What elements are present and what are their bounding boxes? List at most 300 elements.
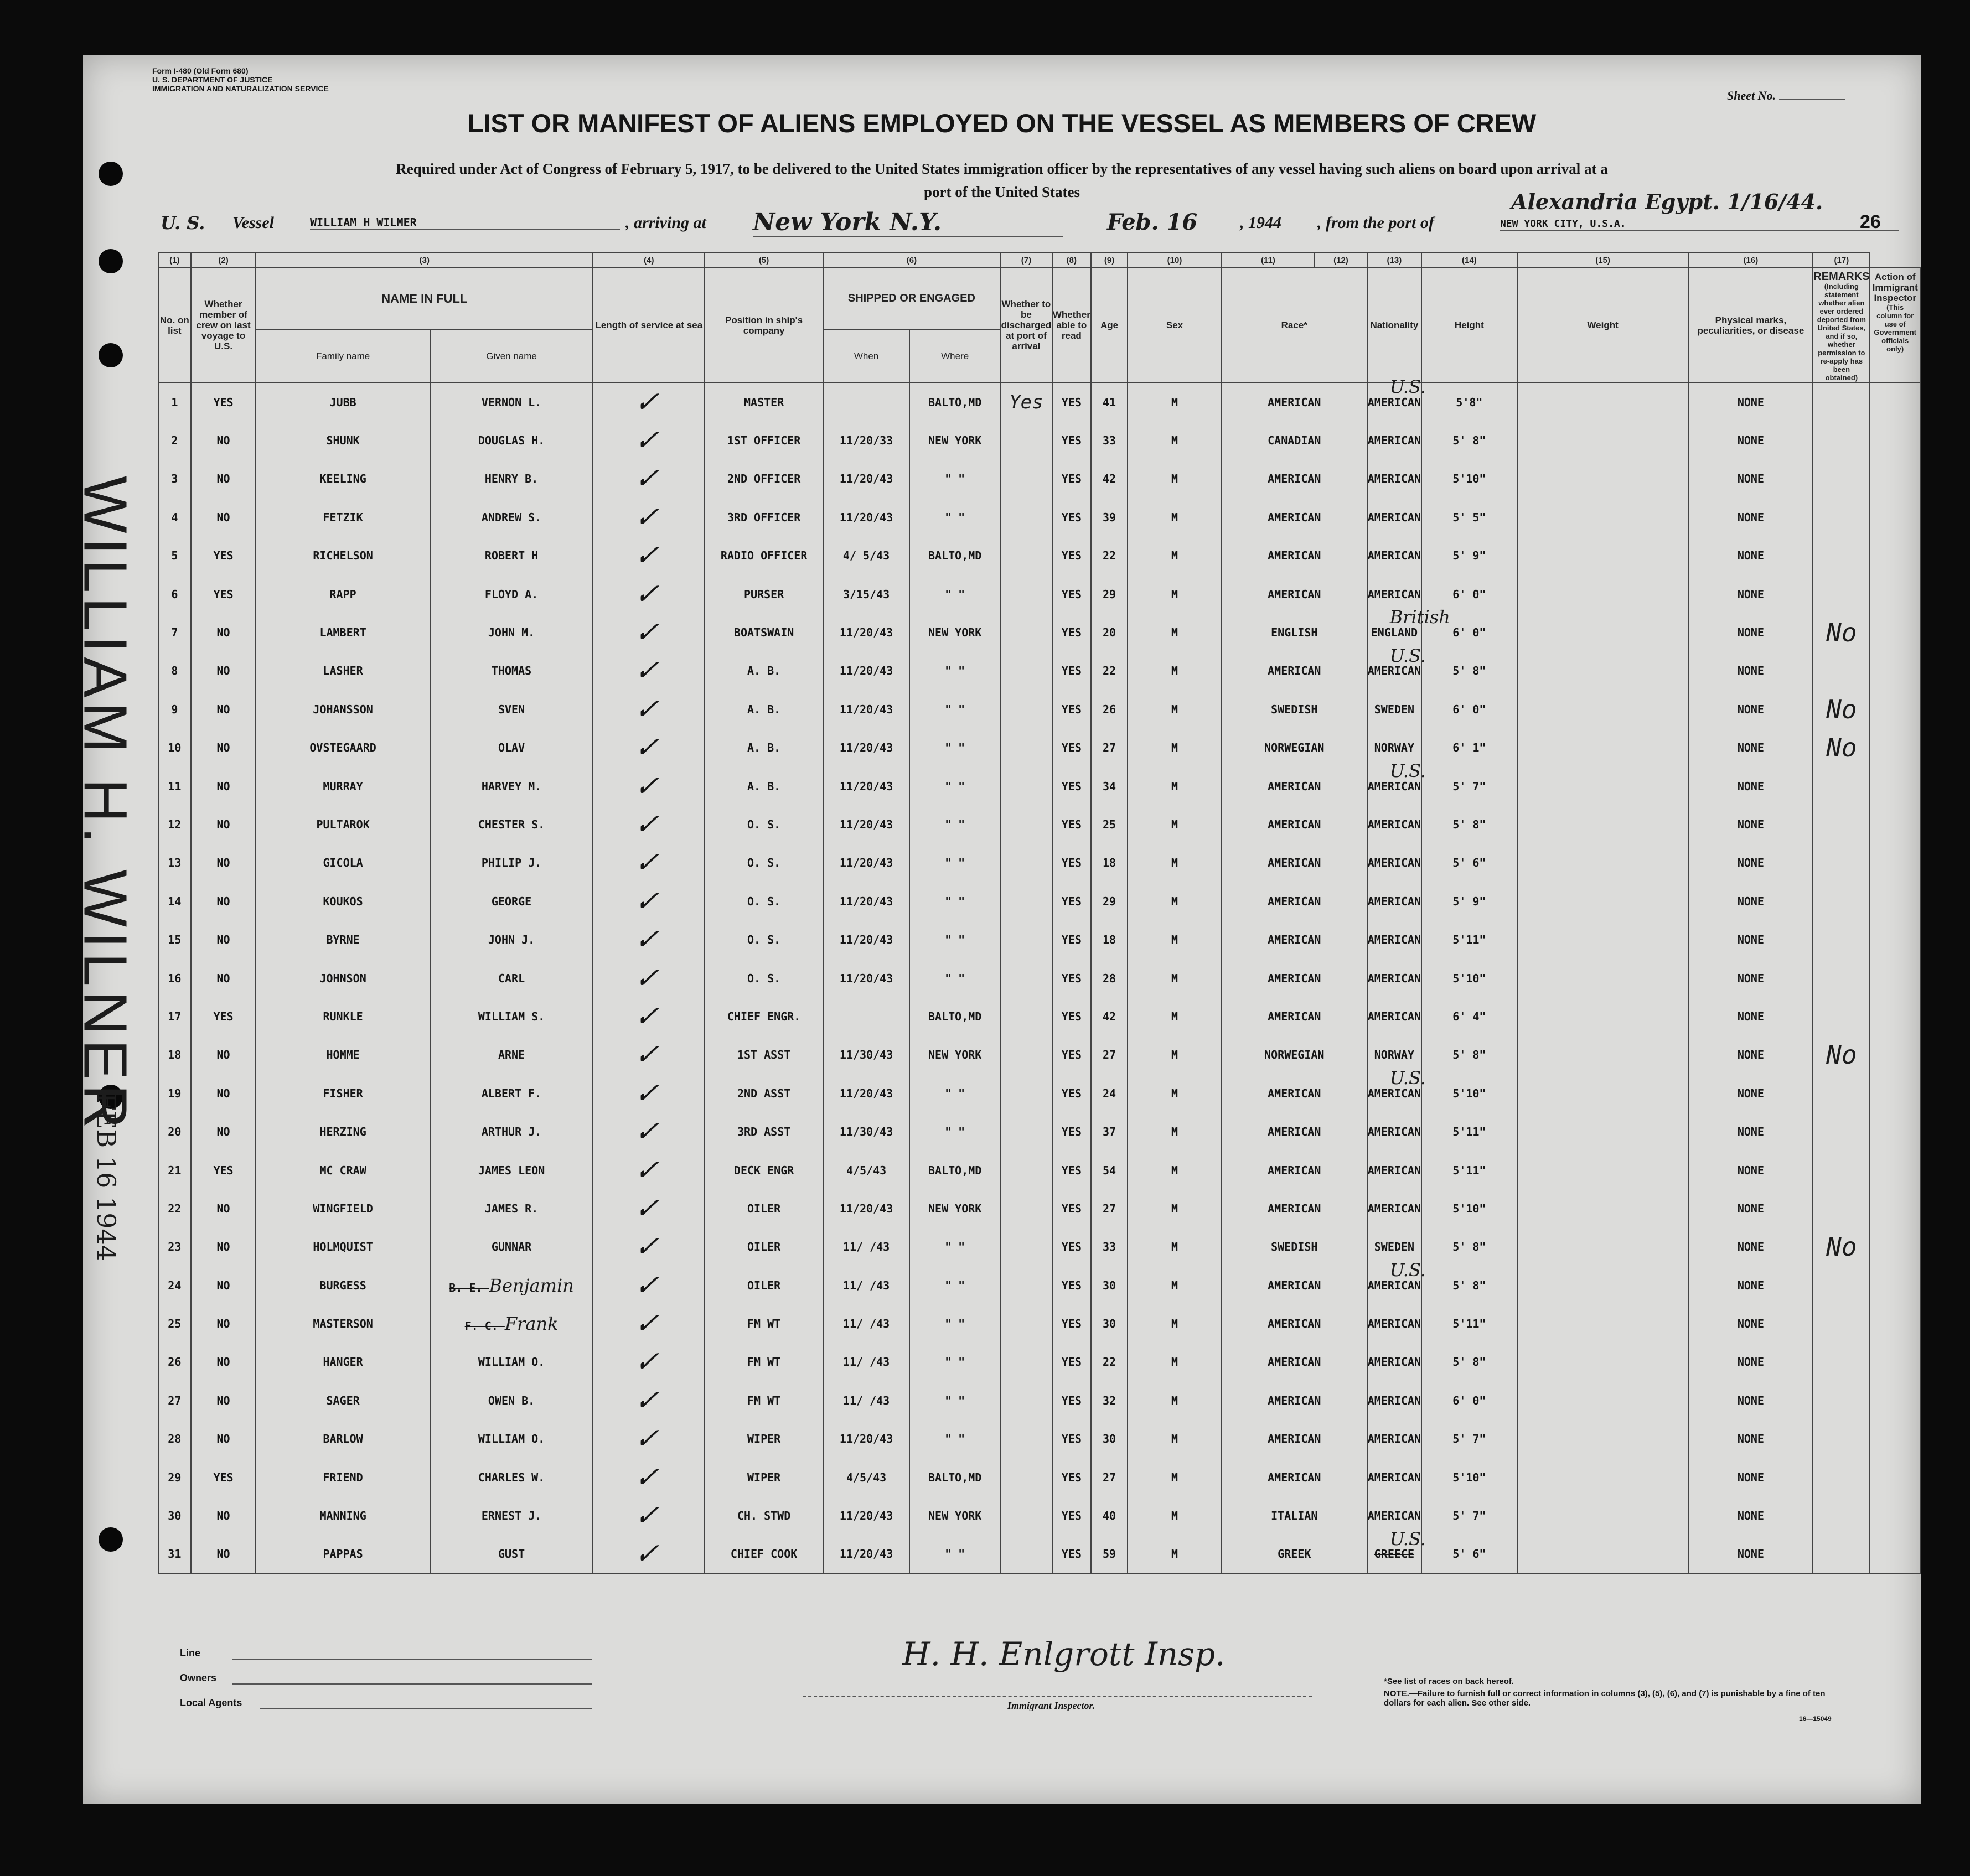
row-number: 10 (158, 729, 191, 767)
header-shipped-engaged: SHIPPED OR ENGAGED (823, 268, 1000, 329)
shipped-when-cell: 11/ /43 (823, 1343, 909, 1381)
given-name-cell: GUST (430, 1535, 593, 1574)
shipped-where-cell: " " (909, 920, 1000, 958)
sex-cell: M (1128, 498, 1222, 536)
age-cell: 30 (1091, 1420, 1128, 1458)
length-of-service-cell (593, 1074, 705, 1112)
age-cell: 30 (1091, 1266, 1128, 1304)
table-row (158, 1535, 1920, 1574)
nationality-cell: AMERICAN (1367, 1151, 1421, 1189)
row-number: 28 (158, 1420, 191, 1458)
last-voyage-cell: NO (191, 729, 256, 767)
col-num: (4) (593, 252, 705, 268)
height-cell: 6' 1" (1421, 729, 1517, 767)
race-cell: ITALIAN (1222, 1496, 1367, 1535)
position-cell: A. B. (705, 690, 823, 728)
age-cell: 42 (1091, 460, 1128, 498)
last-voyage-cell: NO (191, 844, 256, 882)
action-cell (1870, 920, 1920, 958)
action-cell (1870, 882, 1920, 920)
shipped-when-cell: 11/30/43 (823, 1036, 909, 1074)
remarks-cell (1813, 460, 1870, 498)
checkmark-icon: ✓ (631, 462, 666, 496)
weight-cell (1517, 613, 1689, 651)
physical-marks-cell: NONE (1689, 498, 1813, 536)
checkmark-icon: ✓ (631, 731, 666, 765)
height-cell: 6' 0" (1421, 1381, 1517, 1419)
position-cell: FM WT (705, 1381, 823, 1419)
column-number-row (158, 252, 1920, 268)
able-to-read-cell: YES (1052, 844, 1091, 882)
race-cell: SWEDISH (1222, 1228, 1367, 1266)
age-cell: 37 (1091, 1112, 1128, 1151)
header-remarks (1813, 268, 1870, 382)
table-row (158, 1496, 1920, 1535)
age-cell: 27 (1091, 1458, 1128, 1496)
sex-cell: M (1128, 767, 1222, 805)
family-name-cell: BYRNE (256, 920, 430, 958)
checkmark-icon: ✓ (631, 999, 666, 1033)
binder-hole (99, 1527, 123, 1552)
weight-cell (1517, 729, 1689, 767)
height-cell: 5'10" (1421, 1189, 1517, 1227)
header-no-on-list: No. on list (158, 268, 191, 382)
given-name-cell: CHARLES W. (430, 1458, 593, 1496)
able-to-read-cell: YES (1052, 959, 1091, 997)
col-num: (6) (823, 252, 1000, 268)
sex-cell: M (1128, 959, 1222, 997)
owners-field (232, 1683, 592, 1685)
age-cell: 22 (1091, 537, 1128, 575)
height-cell: 6' 0" (1421, 690, 1517, 728)
vessel-flag: U. S. (161, 213, 205, 234)
shipped-where-cell: " " (909, 959, 1000, 997)
physical-marks-cell: NONE (1689, 1228, 1813, 1266)
col-num: (14) (1421, 252, 1517, 268)
last-voyage-cell: NO (191, 652, 256, 690)
nationality-cell: AMERICAN (1367, 498, 1421, 536)
discharged-cell (1000, 1343, 1052, 1381)
able-to-read-cell: YES (1052, 613, 1091, 651)
sex-cell: M (1128, 652, 1222, 690)
able-to-read-cell: YES (1052, 920, 1091, 958)
nationality-cell (1367, 1259, 1426, 1304)
able-to-read-cell: YES (1052, 1151, 1091, 1189)
length-of-service-cell (593, 690, 705, 728)
remarks-cell (1813, 652, 1870, 690)
age-cell: 33 (1091, 1228, 1128, 1266)
nationality-cell: AMERICAN (1367, 575, 1421, 613)
header-position: Position in ship's company (705, 268, 823, 382)
length-of-service-cell (593, 1151, 705, 1189)
discharged-cell (1000, 959, 1052, 997)
given-name-cell: OWEN B. (430, 1381, 593, 1419)
table-row (158, 1228, 1920, 1266)
checkmark-icon: ✓ (631, 424, 666, 458)
subtitle-line-1: Required under Act of Congress of February 5, 1917, to be delivered to the United States immigration officer by the representatives of any vessel having such aliens on board upon arrival at a (396, 160, 1608, 177)
shipped-where-cell: " " (909, 1228, 1000, 1266)
action-cell (1870, 1343, 1920, 1381)
shipped-when-cell: 11/20/43 (823, 460, 909, 498)
remarks-cell (1813, 1420, 1870, 1458)
row-number: 21 (158, 1151, 191, 1189)
page-title: LIST OR MANIFEST OF ALIENS EMPLOYED ON THE VESSEL AS MEMBERS OF CREW (467, 108, 1537, 138)
action-cell (1870, 997, 1920, 1035)
length-of-service-cell (593, 1496, 705, 1535)
shipped-when-cell: 11/20/43 (823, 613, 909, 651)
checkmark-icon: ✓ (631, 884, 666, 918)
remarks-cell (1813, 537, 1870, 575)
shipped-when-cell: 11/20/33 (823, 421, 909, 459)
discharged-cell (1000, 729, 1052, 767)
position-cell: OILER (705, 1189, 823, 1227)
family-name-cell: PULTAROK (256, 805, 430, 843)
physical-marks-cell: NONE (1689, 575, 1813, 613)
side-date-stamp: FEB 16 1944 (91, 1092, 122, 1262)
family-name-cell: GICOLA (256, 844, 430, 882)
discharged-cell (1000, 805, 1052, 843)
race-cell: GREEK (1222, 1535, 1367, 1574)
header-length-of-service: Length of service at sea (593, 268, 705, 382)
physical-marks-cell: NONE (1689, 652, 1813, 690)
nationality-cell: SWEDEN (1367, 690, 1421, 728)
length-of-service-cell (593, 1381, 705, 1419)
able-to-read-cell: YES (1052, 460, 1091, 498)
remarks-cell (1813, 421, 1870, 459)
able-to-read-cell: YES (1052, 652, 1091, 690)
able-to-read-cell: YES (1052, 805, 1091, 843)
given-name-cell: GUNNAR (430, 1228, 593, 1266)
discharged-cell (1000, 920, 1052, 958)
position-cell: O. S. (705, 844, 823, 882)
checkmark-icon: ✓ (631, 616, 666, 650)
last-voyage-cell: NO (191, 690, 256, 728)
checkmark-icon: ✓ (631, 1076, 666, 1110)
remarks-cell (1813, 1112, 1870, 1151)
discharged-cell (1000, 1036, 1052, 1074)
remarks-cell (1813, 767, 1870, 805)
length-of-service-cell (593, 1036, 705, 1074)
age-cell: 18 (1091, 844, 1128, 882)
weight-cell (1517, 805, 1689, 843)
sex-cell: M (1128, 1189, 1222, 1227)
nationality-cell: AMERICAN (1367, 844, 1421, 882)
given-name-cell: WILLIAM O. (430, 1420, 593, 1458)
header-height: Height (1421, 268, 1517, 382)
row-number: 15 (158, 920, 191, 958)
row-number: 22 (158, 1189, 191, 1227)
length-of-service-cell (593, 1535, 705, 1574)
arrival-date: Feb. 16 (1107, 209, 1198, 235)
race-cell: AMERICAN (1222, 652, 1367, 690)
physical-marks-cell: NONE (1689, 1074, 1813, 1112)
last-voyage-cell: NO (191, 1074, 256, 1112)
weight-cell (1517, 1228, 1689, 1266)
weight-cell (1517, 690, 1689, 728)
local-agents-field (260, 1708, 592, 1709)
remarks-cell (1813, 1496, 1870, 1535)
nationality-annotation: U.S. (1389, 1259, 1426, 1281)
row-number: 25 (158, 1304, 191, 1343)
age-cell: 26 (1091, 690, 1128, 728)
weight-cell (1517, 844, 1689, 882)
weight-cell (1517, 652, 1689, 690)
table-row (158, 997, 1920, 1035)
remarks-cell (1813, 1304, 1870, 1343)
header-family-name: Family name (256, 329, 430, 382)
shipped-where-cell: " " (909, 729, 1000, 767)
discharged-cell (1000, 1496, 1052, 1535)
remarks-cell: No (1813, 729, 1870, 767)
action-cell (1870, 1266, 1920, 1304)
length-of-service-cell (593, 460, 705, 498)
weight-cell (1517, 1266, 1689, 1304)
nationality-annotation: U.S. (1389, 1528, 1426, 1549)
age-cell: 27 (1091, 1189, 1128, 1227)
given-name-cell: HENRY B. (430, 460, 593, 498)
discharged-cell (1000, 652, 1052, 690)
physical-marks-cell: NONE (1689, 537, 1813, 575)
discharged-cell: Yes (1000, 382, 1052, 421)
sex-cell: M (1128, 690, 1222, 728)
age-cell: 30 (1091, 1304, 1128, 1343)
table-row (158, 537, 1920, 575)
row-number: 8 (158, 652, 191, 690)
family-name-cell: HANGER (256, 1343, 430, 1381)
last-voyage-cell: YES (191, 997, 256, 1035)
position-cell: A. B. (705, 652, 823, 690)
row-number: 17 (158, 997, 191, 1035)
weight-cell (1517, 498, 1689, 536)
family-name-cell: LASHER (256, 652, 430, 690)
position-cell: OILER (705, 1266, 823, 1304)
height-cell: 6' 4" (1421, 997, 1517, 1035)
sex-cell: M (1128, 1266, 1222, 1304)
length-of-service-cell (593, 1266, 705, 1304)
row-number: 4 (158, 498, 191, 536)
table-row (158, 805, 1920, 843)
checkmark-icon: ✓ (631, 1383, 666, 1417)
race-cell: AMERICAN (1222, 920, 1367, 958)
discharged-cell (1000, 498, 1052, 536)
able-to-read-cell: YES (1052, 1112, 1091, 1151)
header-where: Where (909, 329, 1000, 382)
age-cell: 29 (1091, 882, 1128, 920)
shipped-where-cell: " " (909, 652, 1000, 690)
age-cell: 24 (1091, 1074, 1128, 1112)
discharged-cell (1000, 1112, 1052, 1151)
physical-marks-cell: NONE (1689, 1496, 1813, 1535)
physical-marks-cell: NONE (1689, 959, 1813, 997)
given-name-cell: ANDREW S. (430, 498, 593, 536)
height-cell: 5'8" (1421, 382, 1517, 421)
nationality-annotation: British (1389, 607, 1450, 628)
race-cell: AMERICAN (1222, 1304, 1367, 1343)
nationality-cell: AMERICAN (1367, 920, 1421, 958)
table-row (158, 1381, 1920, 1419)
row-number: 19 (158, 1074, 191, 1112)
department: U. S. DEPARTMENT OF JUSTICE (152, 75, 273, 84)
age-cell: 28 (1091, 959, 1128, 997)
shipped-when-cell: 3/15/43 (823, 575, 909, 613)
action-cell (1870, 1496, 1920, 1535)
nationality-cell: AMERICAN (1367, 882, 1421, 920)
nationality-cell: AMERICAN (1367, 959, 1421, 997)
discharged-cell (1000, 613, 1052, 651)
checkmark-icon: ✓ (631, 1422, 666, 1456)
from-port-handwritten: Alexandria Egypt. 1/16/44. (1511, 189, 1823, 214)
shipped-where-cell: " " (909, 1535, 1000, 1574)
family-name-cell: BURGESS (256, 1266, 430, 1304)
action-cell (1870, 537, 1920, 575)
col-num: (12) (1315, 252, 1367, 268)
header-when: When (823, 329, 909, 382)
last-voyage-cell: YES (191, 1458, 256, 1496)
race-cell: AMERICAN (1222, 997, 1367, 1035)
length-of-service-cell (593, 1420, 705, 1458)
remarks-cell (1813, 1458, 1870, 1496)
table-row (158, 1074, 1920, 1112)
shipped-when-cell: 11/20/43 (823, 920, 909, 958)
checkmark-icon: ✓ (631, 961, 666, 995)
table-row (158, 920, 1920, 958)
remarks-cell (1813, 1381, 1870, 1419)
discharged-cell (1000, 1228, 1052, 1266)
given-name-cell: ERNEST J. (430, 1496, 593, 1535)
sex-cell: M (1128, 421, 1222, 459)
family-name-cell: JUBB (256, 382, 430, 421)
position-cell: DECK ENGR (705, 1151, 823, 1189)
nationality-value: ENGLAND (1371, 626, 1418, 640)
remarks-cell (1813, 844, 1870, 882)
action-cell (1870, 652, 1920, 690)
sex-cell: M (1128, 729, 1222, 767)
last-voyage-cell: NO (191, 1189, 256, 1227)
signature-line (803, 1696, 1312, 1697)
nationality-cell: AMERICAN (1367, 1304, 1421, 1343)
nationality-cell: AMERICAN (1367, 537, 1421, 575)
shipped-when-cell: 11/ /43 (823, 1304, 909, 1343)
weight-cell (1517, 1189, 1689, 1227)
last-voyage-cell: NO (191, 460, 256, 498)
races-note: *See list of races on back hereof. (1384, 1677, 1514, 1686)
position-cell: CHIEF COOK (705, 1535, 823, 1574)
position-cell: FM WT (705, 1343, 823, 1381)
col-num: (7) (1000, 252, 1052, 268)
height-cell: 5' 8" (1421, 421, 1517, 459)
physical-marks-cell: NONE (1689, 613, 1813, 651)
age-cell: 29 (1091, 575, 1128, 613)
remarks-cell: No (1813, 1036, 1870, 1074)
given-name-cell: ALBERT F. (430, 1074, 593, 1112)
given-name-cell (430, 1266, 593, 1304)
discharged-cell (1000, 882, 1052, 920)
position-cell: 2ND OFFICER (705, 460, 823, 498)
weight-cell (1517, 767, 1689, 805)
fine-note: NOTE.—Failure to furnish full or correct information in columns (3), (5), (6), and (7) is punishable by a fine of ten dollars for each alien. See other side. (1384, 1689, 1826, 1708)
last-voyage-cell: NO (191, 1343, 256, 1381)
given-name-cell: VERNON L. (430, 382, 593, 421)
shipped-when-cell: 11/20/43 (823, 690, 909, 728)
checkmark-icon: ✓ (631, 807, 666, 841)
sex-cell: M (1128, 460, 1222, 498)
height-cell: 5'10" (1421, 959, 1517, 997)
nationality-value: AMERICAN (1367, 395, 1421, 409)
nationality-cell: AMERICAN (1367, 1343, 1421, 1381)
age-cell: 22 (1091, 652, 1128, 690)
physical-marks-cell: NONE (1689, 844, 1813, 882)
race-cell: AMERICAN (1222, 844, 1367, 882)
crew-manifest-table (158, 252, 1921, 1574)
physical-marks-cell: NONE (1689, 997, 1813, 1035)
shipped-where-cell: " " (909, 498, 1000, 536)
weight-cell (1517, 1458, 1689, 1496)
height-cell: 5' 8" (1421, 652, 1517, 690)
shipped-where-cell: " " (909, 882, 1000, 920)
shipped-when-cell: 11/20/43 (823, 1496, 909, 1535)
shipped-where-cell: " " (909, 767, 1000, 805)
age-cell: 27 (1091, 729, 1128, 767)
nationality-value: AMERICAN (1367, 1086, 1421, 1100)
length-of-service-cell (593, 805, 705, 843)
row-number: 13 (158, 844, 191, 882)
length-of-service-cell (593, 1343, 705, 1381)
weight-cell (1517, 1381, 1689, 1419)
table-row (158, 1151, 1920, 1189)
height-cell: 5' 6" (1421, 844, 1517, 882)
height-cell: 5' 8" (1421, 1228, 1517, 1266)
age-cell: 42 (1091, 997, 1128, 1035)
able-to-read-cell: YES (1052, 729, 1091, 767)
given-name-cell: PHILIP J. (430, 844, 593, 882)
height-cell: 5'11" (1421, 1151, 1517, 1189)
print-code: 16—15049 (1799, 1715, 1832, 1723)
checkmark-icon: ✓ (631, 1268, 666, 1302)
header-name-in-full: NAME IN FULL (256, 268, 593, 329)
position-cell: OILER (705, 1228, 823, 1266)
form-id: Form I-480 (Old Form 680) (152, 66, 249, 75)
able-to-read-cell: YES (1052, 1074, 1091, 1112)
sex-cell: M (1128, 1458, 1222, 1496)
table-row (158, 498, 1920, 536)
age-cell: 59 (1091, 1535, 1128, 1574)
action-cell (1870, 959, 1920, 997)
age-cell: 34 (1091, 767, 1128, 805)
discharged-cell (1000, 1151, 1052, 1189)
height-cell: 5'10" (1421, 460, 1517, 498)
table-row (158, 382, 1920, 421)
col-num: (11) (1222, 252, 1315, 268)
last-voyage-cell: NO (191, 1496, 256, 1535)
race-cell: NORWEGIAN (1222, 729, 1367, 767)
checkmark-icon: ✓ (631, 577, 666, 611)
race-cell: AMERICAN (1222, 1381, 1367, 1419)
weight-cell (1517, 1151, 1689, 1189)
age-cell: 20 (1091, 613, 1128, 651)
length-of-service-cell (593, 767, 705, 805)
nationality-cell: NORWAY (1367, 729, 1421, 767)
age-cell: 18 (1091, 920, 1128, 958)
remarks-cell (1813, 805, 1870, 843)
header-race: Race* (1222, 268, 1367, 382)
shipped-where-cell: " " (909, 805, 1000, 843)
given-name-cell: THOMAS (430, 652, 593, 690)
weight-cell (1517, 1343, 1689, 1381)
remarks-cell: No (1813, 613, 1870, 651)
height-cell: 5' 7" (1421, 1420, 1517, 1458)
height-cell: 6' 0" (1421, 613, 1517, 651)
remarks-cell (1813, 1535, 1870, 1574)
